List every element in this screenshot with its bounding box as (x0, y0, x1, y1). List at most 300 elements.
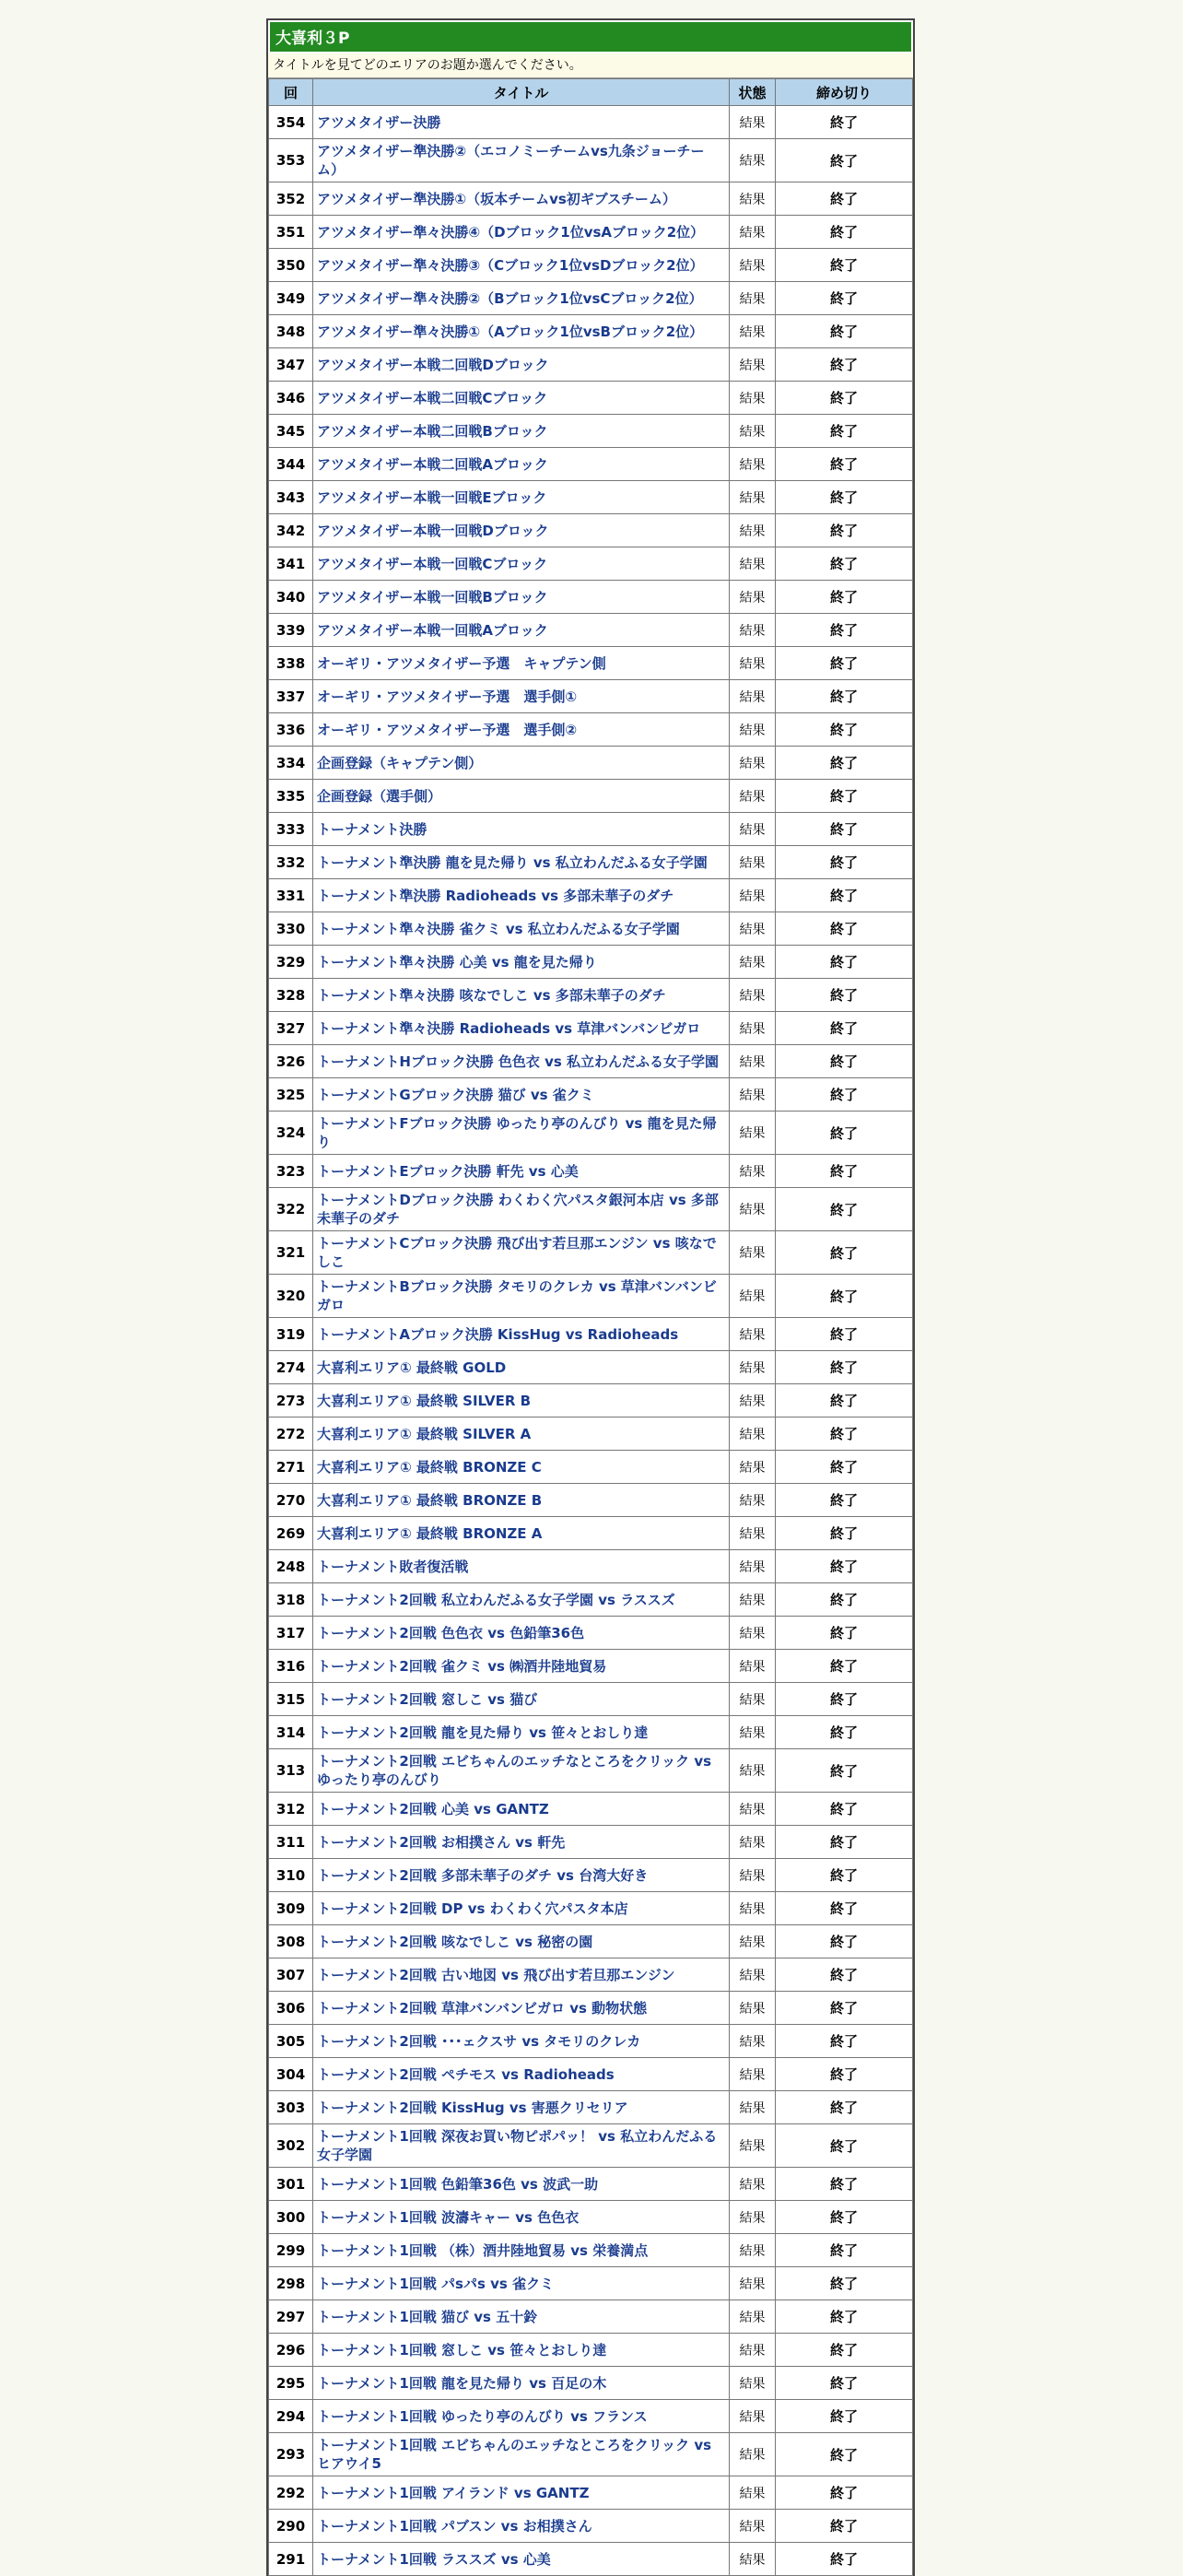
deadline-status: 終了 (776, 1275, 913, 1318)
round-title-link[interactable]: 大喜利エリア① 最終戦 SILVER B (313, 1384, 730, 1417)
column-header-deadline: 締め切り (776, 79, 913, 106)
table-row (269, 846, 913, 879)
round-number: 327 (269, 1012, 313, 1045)
round-number: 303 (269, 2091, 313, 2124)
deadline-status: 終了 (776, 481, 913, 514)
result-link[interactable]: 結果 (730, 1045, 776, 1078)
round-title-link[interactable]: アツメタイザー準々決勝②（Bブロック1位vsCブロック2位） (313, 282, 730, 315)
result-link[interactable]: 結果 (730, 348, 776, 382)
round-number: 298 (269, 2267, 313, 2300)
result-link[interactable]: 結果 (730, 1417, 776, 1451)
round-title-link[interactable]: トーナメント1回戦 波濤キャー vs 色色衣 (313, 2201, 730, 2234)
deadline-status: 終了 (776, 1012, 913, 1045)
deadline-status: 終了 (776, 1992, 913, 2025)
table-row (269, 1958, 913, 1992)
round-title-link[interactable]: トーナメント1回戦 ゆったり亭のんびり vs フランス (313, 2400, 730, 2433)
result-link[interactable]: 結果 (730, 979, 776, 1012)
round-number: 353 (269, 139, 313, 182)
round-title-link[interactable]: トーナメント2回戦 KissHug vs 害悪クリセリア (313, 2091, 730, 2124)
deadline-status: 終了 (776, 1925, 913, 1958)
deadline-status: 終了 (776, 2234, 913, 2267)
result-link[interactable]: 結果 (730, 1112, 776, 1155)
deadline-status: 終了 (776, 1550, 913, 1583)
round-number: 274 (269, 1351, 313, 1384)
result-link[interactable]: 結果 (730, 1550, 776, 1583)
table-row (269, 1617, 913, 1650)
deadline-status: 終了 (776, 1517, 913, 1550)
table-row (269, 1793, 913, 1826)
result-link[interactable]: 結果 (730, 415, 776, 448)
table-row (269, 1517, 913, 1550)
result-link[interactable]: 結果 (730, 547, 776, 581)
result-link[interactable]: 結果 (730, 912, 776, 946)
result-link[interactable]: 結果 (730, 1826, 776, 1859)
round-title-link[interactable]: アツメタイザー準々決勝④（Dブロック1位vsAブロック2位） (313, 216, 730, 249)
deadline-status: 終了 (776, 282, 913, 315)
result-link[interactable]: 結果 (730, 1318, 776, 1351)
round-number: 325 (269, 1078, 313, 1112)
deadline-status: 終了 (776, 879, 913, 912)
result-link[interactable]: 結果 (730, 2168, 776, 2201)
table-row (269, 1188, 913, 1231)
round-number: 332 (269, 846, 313, 879)
round-title-link[interactable]: オーギリ・アツメタイザー予選 選手側① (313, 680, 730, 713)
table-row (269, 1683, 913, 1716)
deadline-status: 終了 (776, 2267, 913, 2300)
deadline-status: 終了 (776, 780, 913, 813)
round-title-link[interactable]: トーナメント2回戦 草津バンバンビガロ vs 動物状態 (313, 1992, 730, 2025)
round-number: 347 (269, 348, 313, 382)
result-link[interactable]: 結果 (730, 1793, 776, 1826)
round-title-link[interactable]: アツメタイザー本戦二回戦Cブロック (313, 382, 730, 415)
result-link[interactable]: 結果 (730, 1583, 776, 1617)
result-link[interactable]: 結果 (730, 2300, 776, 2334)
deadline-status: 終了 (776, 912, 913, 946)
result-link[interactable]: 結果 (730, 2201, 776, 2234)
deadline-status: 終了 (776, 2334, 913, 2367)
round-title-link[interactable]: トーナメント2回戦 龍を見た帰り vs 笹々とおしり達 (313, 1716, 730, 1749)
deadline-status: 終了 (776, 182, 913, 216)
round-title-link[interactable]: トーナメント準々決勝 心美 vs 龍を見た帰り (313, 946, 730, 979)
result-link[interactable]: 結果 (730, 647, 776, 680)
round-title-link[interactable]: トーナメント1回戦 パsパs vs 雀クミ (313, 2267, 730, 2300)
round-number: 331 (269, 879, 313, 912)
round-title-link[interactable]: トーナメント1回戦 色鉛筆36色 vs 波武一助 (313, 2168, 730, 2201)
round-title-link[interactable]: トーナメント2回戦 雀クミ vs ㈱酒井陸地貿易 (313, 1650, 730, 1683)
round-title-link[interactable]: アツメタイザー決勝 (313, 106, 730, 139)
round-number: 352 (269, 182, 313, 216)
table-row (269, 2334, 913, 2367)
deadline-status: 終了 (776, 1859, 913, 1892)
result-link[interactable]: 結果 (730, 2334, 776, 2367)
round-number: 295 (269, 2367, 313, 2400)
round-number: 269 (269, 1517, 313, 1550)
round-number: 320 (269, 1275, 313, 1318)
deadline-status: 終了 (776, 1484, 913, 1517)
round-number: 333 (269, 813, 313, 846)
round-title-link[interactable]: アツメタイザー本戦一回戦Bブロック (313, 581, 730, 614)
deadline-status: 終了 (776, 1617, 913, 1650)
round-number: 336 (269, 713, 313, 747)
deadline-status: 終了 (776, 1583, 913, 1617)
column-header-status: 状態 (730, 79, 776, 106)
round-number: 314 (269, 1716, 313, 1749)
round-number: 306 (269, 1992, 313, 2025)
result-link[interactable]: 結果 (730, 282, 776, 315)
round-number: 326 (269, 1045, 313, 1078)
result-link[interactable]: 結果 (730, 1992, 776, 2025)
round-title-link[interactable]: アツメタイザー本戦二回戦Aブロック (313, 448, 730, 481)
round-number: 340 (269, 581, 313, 614)
round-title-link[interactable]: トーナメント2回戦 色色衣 vs 色鉛筆36色 (313, 1617, 730, 1650)
round-title-link[interactable]: トーナメント2回戦 DP vs わくわく穴パスタ本店 (313, 1892, 730, 1925)
round-title-link[interactable]: トーナメントBブロック決勝 タモリのクレカ vs 草津バンバンビガロ (313, 1275, 730, 1318)
round-number: 323 (269, 1155, 313, 1188)
round-title-link[interactable]: アツメタイザー本戦一回戦Eブロック (313, 481, 730, 514)
deadline-status: 終了 (776, 614, 913, 647)
deadline-status: 終了 (776, 846, 913, 879)
deadline-status: 終了 (776, 348, 913, 382)
round-title-link[interactable]: トーナメント2回戦 私立わんだふる女子学園 vs ラススズ (313, 1583, 730, 1617)
table-row (269, 315, 913, 348)
result-link[interactable]: 結果 (730, 713, 776, 747)
result-link[interactable]: 結果 (730, 1155, 776, 1188)
round-number: 294 (269, 2400, 313, 2433)
result-link[interactable]: 結果 (730, 2267, 776, 2300)
deadline-status: 終了 (776, 448, 913, 481)
round-title-link[interactable]: トーナメントCブロック決勝 飛び出す若旦那エンジン vs 咳なでしこ (313, 1231, 730, 1275)
result-link[interactable]: 結果 (730, 182, 776, 216)
round-title-link[interactable]: トーナメント2回戦 心美 vs GANTZ (313, 1793, 730, 1826)
result-link[interactable]: 結果 (730, 1188, 776, 1231)
table-row (269, 1384, 913, 1417)
result-link[interactable]: 結果 (730, 249, 776, 282)
round-number: 291 (269, 2543, 313, 2576)
round-title-link[interactable]: トーナメントDブロック決勝 わくわく穴パスタ銀河本店 vs 多部未華子のダチ (313, 1188, 730, 1231)
round-title-link[interactable]: トーナメント準々決勝 雀クミ vs 私立わんだふる女子学園 (313, 912, 730, 946)
table-row (269, 1925, 913, 1958)
round-title-link[interactable]: 大喜利エリア① 最終戦 BRONZE C (313, 1451, 730, 1484)
deadline-status: 終了 (776, 1318, 913, 1351)
round-title-link[interactable]: オーギリ・アツメタイザー予選 キャプテン側 (313, 647, 730, 680)
round-number: 308 (269, 1925, 313, 1958)
result-link[interactable]: 結果 (730, 780, 776, 813)
result-link[interactable]: 結果 (730, 2058, 776, 2091)
deadline-status: 終了 (776, 2058, 913, 2091)
round-number: 345 (269, 415, 313, 448)
odai-panel (266, 18, 915, 2576)
result-link[interactable]: 結果 (730, 216, 776, 249)
table-row (269, 1012, 913, 1045)
round-number: 271 (269, 1451, 313, 1484)
round-number: 335 (269, 780, 313, 813)
round-number: 351 (269, 216, 313, 249)
table-row (269, 2201, 913, 2234)
deadline-status: 終了 (776, 1155, 913, 1188)
result-link[interactable]: 結果 (730, 2124, 776, 2168)
table-row (269, 1078, 913, 1112)
deadline-status: 終了 (776, 647, 913, 680)
round-title-link[interactable]: トーナメント2回戦 咳なでしこ vs 秘密の園 (313, 1925, 730, 1958)
deadline-status: 終了 (776, 2543, 913, 2576)
table-row (269, 216, 913, 249)
table-row (269, 382, 913, 415)
round-title-link[interactable]: トーナメントHブロック決勝 色色衣 vs 私立わんだふる女子学園 (313, 1045, 730, 1078)
round-title-link[interactable]: アツメタイザー本戦一回戦Cブロック (313, 547, 730, 581)
result-link[interactable]: 結果 (730, 879, 776, 912)
round-title-link[interactable]: アツメタイザー準々決勝①（Aブロック1位vsBブロック2位） (313, 315, 730, 348)
result-link[interactable]: 結果 (730, 2025, 776, 2058)
round-number: 270 (269, 1484, 313, 1517)
round-number: 337 (269, 680, 313, 713)
round-number: 312 (269, 1793, 313, 1826)
table-row (269, 581, 913, 614)
round-number: 334 (269, 747, 313, 780)
round-title-link[interactable]: トーナメント2回戦 窓しこ vs 猫び (313, 1683, 730, 1716)
round-title-link[interactable]: トーナメント準決勝 龍を見た帰り vs 私立わんだふる女子学園 (313, 846, 730, 879)
round-title-link[interactable]: 企画登録（選手側） (313, 780, 730, 813)
result-link[interactable]: 結果 (730, 846, 776, 879)
round-title-link[interactable]: トーナメントGブロック決勝 猫び vs 雀クミ (313, 1078, 730, 1112)
round-number: 290 (269, 2510, 313, 2543)
result-link[interactable]: 結果 (730, 813, 776, 846)
result-link[interactable]: 結果 (730, 581, 776, 614)
table-row (269, 979, 913, 1012)
round-title-link[interactable]: トーナメント準々決勝 Radioheads vs 草津バンバンビガロ (313, 1012, 730, 1045)
round-title-link[interactable]: アツメタイザー準々決勝③（Cブロック1位vsDブロック2位） (313, 249, 730, 282)
result-link[interactable]: 結果 (730, 2476, 776, 2510)
table-row (269, 747, 913, 780)
deadline-status: 終了 (776, 1231, 913, 1275)
round-number: 300 (269, 2201, 313, 2234)
round-title-link[interactable]: 企画登録（キャプテン側） (313, 747, 730, 780)
result-link[interactable]: 結果 (730, 1231, 776, 1275)
round-number: 341 (269, 547, 313, 581)
table-row (269, 912, 913, 946)
result-link[interactable]: 結果 (730, 614, 776, 647)
round-title-link[interactable]: トーナメント1回戦 アイランド vs GANTZ (313, 2476, 730, 2510)
round-number: 272 (269, 1417, 313, 1451)
round-title-link[interactable]: トーナメント1回戦 窓しこ vs 笹々とおしり達 (313, 2334, 730, 2367)
round-title-link[interactable]: トーナメント敗者復活戦 (313, 1550, 730, 1583)
result-link[interactable]: 結果 (730, 315, 776, 348)
table-row (269, 1275, 913, 1318)
deadline-status: 終了 (776, 216, 913, 249)
result-link[interactable]: 結果 (730, 382, 776, 415)
panel-description: タイトルを見てどのエリアのお題か選んでください。 (268, 53, 913, 78)
result-link[interactable]: 結果 (730, 1275, 776, 1318)
deadline-status: 終了 (776, 415, 913, 448)
table-row (269, 1417, 913, 1451)
deadline-status: 終了 (776, 2025, 913, 2058)
table-row (269, 514, 913, 547)
round-number: 354 (269, 106, 313, 139)
deadline-status: 終了 (776, 1826, 913, 1859)
round-title-link[interactable]: 大喜利エリア① 最終戦 BRONZE A (313, 1517, 730, 1550)
round-number: 318 (269, 1583, 313, 1617)
result-link[interactable]: 結果 (730, 1859, 776, 1892)
table-row (269, 2025, 913, 2058)
table-header-row (269, 79, 913, 106)
deadline-status: 終了 (776, 2124, 913, 2168)
round-number: 301 (269, 2168, 313, 2201)
round-number: 297 (269, 2300, 313, 2334)
result-link[interactable]: 結果 (730, 1650, 776, 1683)
result-link[interactable]: 結果 (730, 946, 776, 979)
round-title-link[interactable]: アツメタイザー準決勝②（エコノミーチームvs九条ジョーチーム） (313, 139, 730, 182)
table-row (269, 1716, 913, 1749)
round-number: 339 (269, 614, 313, 647)
table-row (269, 1484, 913, 1517)
result-link[interactable]: 結果 (730, 680, 776, 713)
deadline-status: 終了 (776, 2201, 913, 2234)
round-title-link[interactable]: トーナメント2回戦 お相撲さん vs 軒先 (313, 1826, 730, 1859)
table-row (269, 1583, 913, 1617)
deadline-status: 終了 (776, 747, 913, 780)
round-title-link[interactable]: トーナメント1回戦 （株）酒井陸地貿易 vs 栄養満点 (313, 2234, 730, 2267)
round-title-link[interactable]: トーナメント2回戦 エビちゃんのエッチなところをクリック vs ゆったり亭のんびり (313, 1749, 730, 1793)
round-number: 316 (269, 1650, 313, 1683)
deadline-status: 終了 (776, 315, 913, 348)
result-link[interactable]: 結果 (730, 1749, 776, 1793)
table-row (269, 946, 913, 979)
deadline-status: 終了 (776, 1417, 913, 1451)
deadline-status: 終了 (776, 1892, 913, 1925)
table-row (269, 2400, 913, 2433)
round-title-link[interactable]: トーナメント1回戦 深夜お買い物ピポパッ！ vs 私立わんだふる女子学園 (313, 2124, 730, 2168)
result-link[interactable]: 結果 (730, 1451, 776, 1484)
result-link[interactable]: 結果 (730, 514, 776, 547)
deadline-status: 終了 (776, 514, 913, 547)
deadline-status: 終了 (776, 1793, 913, 1826)
round-title-link[interactable]: 大喜利エリア① 最終戦 SILVER A (313, 1417, 730, 1451)
table-row (269, 2300, 913, 2334)
round-title-link[interactable]: アツメタイザー本戦二回戦Bブロック (313, 415, 730, 448)
deadline-status: 終了 (776, 547, 913, 581)
deadline-status: 終了 (776, 2300, 913, 2334)
result-link[interactable]: 結果 (730, 1384, 776, 1417)
result-link[interactable]: 結果 (730, 481, 776, 514)
table-row (269, 2267, 913, 2300)
result-link[interactable]: 結果 (730, 1617, 776, 1650)
round-number: 302 (269, 2124, 313, 2168)
deadline-status: 終了 (776, 946, 913, 979)
result-link[interactable]: 結果 (730, 139, 776, 182)
round-title-link[interactable]: トーナメント2回戦 ･･･ェクスサ vs タモリのクレカ (313, 2025, 730, 2058)
result-link[interactable]: 結果 (730, 448, 776, 481)
result-link[interactable]: 結果 (730, 2543, 776, 2576)
table-row (269, 481, 913, 514)
result-link[interactable]: 結果 (730, 1716, 776, 1749)
result-link[interactable]: 結果 (730, 1958, 776, 1992)
result-link[interactable]: 結果 (730, 1683, 776, 1716)
result-link[interactable]: 結果 (730, 2400, 776, 2433)
table-row (269, 1451, 913, 1484)
round-title-link[interactable]: アツメタイザー準決勝①（坂本チームvs初ギブスチーム） (313, 182, 730, 216)
round-title-link[interactable]: トーナメントEブロック決勝 軒先 vs 心美 (313, 1155, 730, 1188)
round-title-link[interactable]: トーナメント1回戦 エビちゃんのエッチなところをクリック vs ヒアウイ5 (313, 2433, 730, 2476)
deadline-status: 終了 (776, 1716, 913, 1749)
round-title-link[interactable]: トーナメント2回戦 ペチモス vs Radioheads (313, 2058, 730, 2091)
round-title-link[interactable]: オーギリ・アツメタイザー予選 選手側② (313, 713, 730, 747)
result-link[interactable]: 結果 (730, 1925, 776, 1958)
result-link[interactable]: 結果 (730, 1517, 776, 1550)
table-row (269, 1112, 913, 1155)
result-link[interactable]: 結果 (730, 2234, 776, 2267)
result-link[interactable]: 結果 (730, 106, 776, 139)
table-row (269, 647, 913, 680)
round-number: 313 (269, 1749, 313, 1793)
round-number: 317 (269, 1617, 313, 1650)
result-link[interactable]: 結果 (730, 1012, 776, 1045)
table-row (269, 780, 913, 813)
round-title-link[interactable]: トーナメント1回戦 パブスン vs お相撲さん (313, 2510, 730, 2543)
result-link[interactable]: 結果 (730, 1351, 776, 1384)
table-row (269, 1351, 913, 1384)
deadline-status: 終了 (776, 979, 913, 1012)
round-title-link[interactable]: トーナメント2回戦 古い地図 vs 飛び出す若旦那エンジン (313, 1958, 730, 1992)
round-title-link[interactable]: トーナメント決勝 (313, 813, 730, 846)
deadline-status: 終了 (776, 1188, 913, 1231)
round-number: 304 (269, 2058, 313, 2091)
round-number: 328 (269, 979, 313, 1012)
result-link[interactable]: 結果 (730, 1078, 776, 1112)
round-number: 310 (269, 1859, 313, 1892)
round-title-link[interactable]: 大喜利エリア① 最終戦 GOLD (313, 1351, 730, 1384)
round-number: 348 (269, 315, 313, 348)
result-link[interactable]: 結果 (730, 2510, 776, 2543)
round-title-link[interactable]: トーナメント2回戦 多部未華子のダチ vs 台湾大好き (313, 1859, 730, 1892)
round-number: 349 (269, 282, 313, 315)
round-number: 311 (269, 1826, 313, 1859)
result-link[interactable]: 結果 (730, 1484, 776, 1517)
result-link[interactable]: 結果 (730, 2091, 776, 2124)
table-row (269, 1859, 913, 1892)
round-title-link[interactable]: トーナメント1回戦 龍を見た帰り vs 百足の木 (313, 2367, 730, 2400)
round-title-link[interactable]: 大喜利エリア① 最終戦 BRONZE B (313, 1484, 730, 1517)
round-title-link[interactable]: アツメタイザー本戦一回戦Dブロック (313, 514, 730, 547)
round-title-link[interactable]: トーナメント準々決勝 咳なでしこ vs 多部未華子のダチ (313, 979, 730, 1012)
round-title-link[interactable]: トーナメントAブロック決勝 KissHug vs Radioheads (313, 1318, 730, 1351)
table-row (269, 813, 913, 846)
round-number: 273 (269, 1384, 313, 1417)
table-row (269, 106, 913, 139)
table-row (269, 139, 913, 182)
deadline-status: 終了 (776, 2400, 913, 2433)
round-title-link[interactable]: アツメタイザー本戦二回戦Dブロック (313, 348, 730, 382)
round-title-link[interactable]: トーナメントFブロック決勝 ゆったり亭のんびり vs 龍を見た帰り (313, 1112, 730, 1155)
round-title-link[interactable]: トーナメント準決勝 Radioheads vs 多部未華子のダチ (313, 879, 730, 912)
deadline-status: 終了 (776, 2476, 913, 2510)
round-number: 324 (269, 1112, 313, 1155)
table-row (269, 2124, 913, 2168)
round-number: 342 (269, 514, 313, 547)
round-title-link[interactable]: トーナメント1回戦 猫び vs 五十鈴 (313, 2300, 730, 2334)
result-link[interactable]: 結果 (730, 1892, 776, 1925)
round-title-link[interactable]: トーナメント1回戦 ラススズ vs 心美 (313, 2543, 730, 2576)
result-link[interactable]: 結果 (730, 2433, 776, 2476)
deadline-status: 終了 (776, 1683, 913, 1716)
table-row (269, 1826, 913, 1859)
table-row (269, 1231, 913, 1275)
result-link[interactable]: 結果 (730, 2367, 776, 2400)
round-title-link[interactable]: アツメタイザー本戦一回戦Aブロック (313, 614, 730, 647)
table-row (269, 713, 913, 747)
result-link[interactable]: 結果 (730, 747, 776, 780)
round-number: 344 (269, 448, 313, 481)
round-number: 321 (269, 1231, 313, 1275)
deadline-status: 終了 (776, 1384, 913, 1417)
